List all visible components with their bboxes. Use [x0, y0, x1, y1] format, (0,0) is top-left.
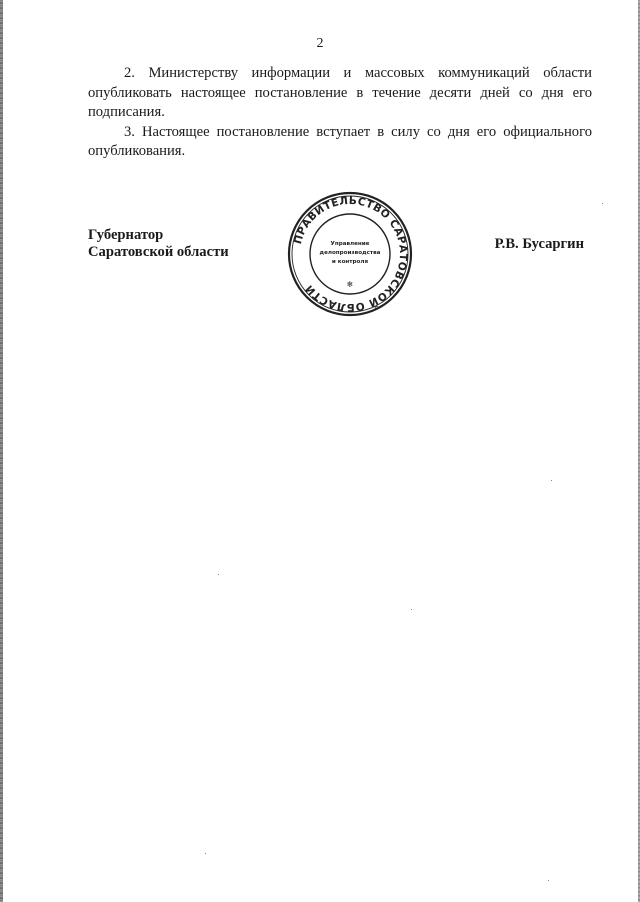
seal-snowflake-icon: ❄: [346, 280, 354, 289]
signatory-name: Р.В. Бусаргин: [494, 236, 584, 252]
official-seal: [286, 190, 414, 318]
scan-speck: [411, 609, 412, 610]
paragraph-2: 2. Министерству информации и массовых коммуникаций области опубликовать настоящее постановление в течение десяти дней со дня его подписания.: [88, 65, 592, 120]
seal-outer-text: ПРАВИТЕЛЬСТВО САРАТОВСКОЙ ОБЛАСТИ: [292, 194, 410, 314]
seal-inner-line3: и контроля: [331, 259, 369, 265]
scan-speck: [602, 203, 603, 204]
signatory-title-line2: Саратовской области: [88, 244, 229, 260]
paragraph-3: 3. Настоящее постановление вступает в силу со дня его официального опубликования.: [88, 123, 592, 159]
signatory-title-line1: Губернатор: [88, 227, 164, 243]
scan-left-edge: [0, 0, 3, 902]
seal-inner-line1: Управление: [330, 241, 370, 247]
scan-speck: [205, 853, 206, 854]
page-number: 2: [316, 36, 324, 51]
scan-speck: [551, 480, 552, 481]
body-text: [88, 64, 592, 162]
scan-speck: [218, 574, 219, 575]
signatory-title: [88, 227, 229, 261]
seal-inner-line2: делопроизводства: [319, 250, 381, 256]
scan-speck: [548, 880, 549, 881]
